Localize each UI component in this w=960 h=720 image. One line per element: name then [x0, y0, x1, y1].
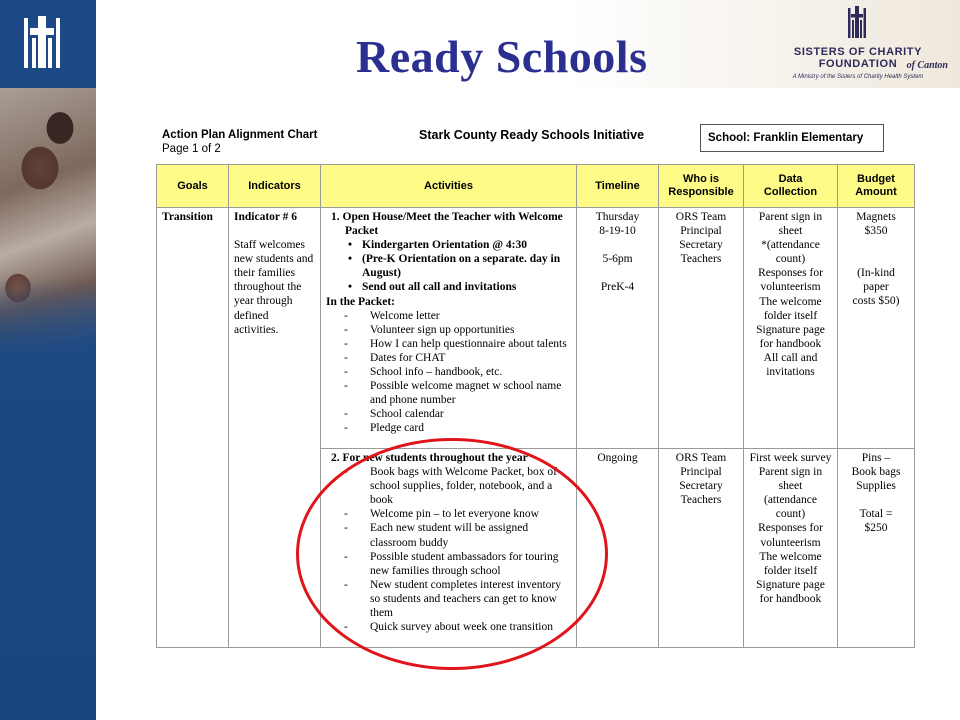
activities-cell	[321, 208, 577, 449]
budget-line: (In-kind	[857, 267, 895, 280]
doc-page-number: Page 1 of 2	[162, 143, 221, 155]
cross-logo-icon	[18, 14, 66, 70]
activity-title: 2. For new students throughout the year	[331, 452, 528, 464]
budget-line: Magnets	[856, 211, 896, 223]
activity-bullets	[326, 238, 571, 294]
budget-line: paper	[863, 281, 889, 294]
goal-cell	[157, 208, 229, 648]
who-line: Teachers	[680, 494, 722, 507]
doc-title: Action Plan Alignment Chart	[162, 129, 318, 141]
school-name-box: School: Franklin Elementary	[700, 124, 884, 152]
col-header: Goals	[157, 165, 229, 208]
data-line: First week survey	[749, 452, 832, 464]
col-header: Activities	[321, 165, 577, 208]
who-cell	[659, 208, 744, 449]
activity-title: 1. Open House/Meet the Teacher with Welcome Packet	[331, 211, 563, 238]
timeline-line: 8-19-10	[599, 225, 636, 238]
foundation-cross-icon	[846, 6, 868, 40]
list-item: - School info – handbook, etc.	[370, 365, 571, 379]
packet-label: In the Packet:	[326, 295, 395, 308]
who-line: ORS Team	[675, 211, 727, 223]
budget-line: costs $50)	[852, 295, 900, 308]
list-item: - Possible student ambassadors for touring new families through school	[370, 550, 571, 578]
list-item: - Possible welcome magnet w school name and phone number	[370, 379, 571, 407]
data-line: Parent sign in sheet	[758, 466, 823, 493]
action-plan-table	[156, 164, 915, 648]
col-header	[744, 165, 838, 208]
budget-line: $250	[864, 522, 888, 535]
list-item: - New student completes interest inventory so students and teachers can get to know them	[370, 578, 571, 620]
doc-heading-left	[162, 128, 317, 156]
who-line: Principal	[680, 466, 722, 479]
timeline-line: Thursday	[595, 211, 640, 223]
data-line: Signature page for handbook	[756, 578, 825, 605]
timeline-cell	[577, 449, 659, 648]
activities-cell	[321, 449, 577, 648]
budget-line: $350	[864, 225, 888, 238]
data-line: The welcome folder itself	[759, 295, 822, 322]
indicator-cell	[229, 208, 321, 648]
list-item: - Dates for CHAT	[370, 351, 571, 365]
list-item: • Send out all call and invitations	[362, 280, 571, 294]
foundation-tagline: A Ministry of the Sisters of Charity Health System	[792, 74, 924, 80]
list-item: - School calendar	[370, 407, 571, 421]
list-item: • (Pre-K Orientation on a separate. day in August)	[362, 252, 571, 280]
col-header: Indicators	[229, 165, 321, 208]
list-item: • Kindergarten Orientation @ 4:30	[362, 238, 571, 252]
list-item: - Quick survey about week one transition	[370, 620, 571, 634]
foundation-logo	[760, 6, 956, 84]
col-header-text: Data Collection	[763, 173, 818, 198]
budget-cell	[838, 208, 915, 449]
foundation-name: SISTERS OF CHARITY FOUNDATION	[793, 46, 923, 70]
data-line: (attendance count)	[764, 494, 817, 521]
goal-text: Transition	[162, 211, 213, 223]
who-line: Teachers	[680, 253, 722, 266]
budget-cell	[838, 449, 915, 648]
foundation-location: of Canton	[906, 60, 948, 71]
col-header-text: Budget Amount	[855, 173, 897, 198]
list-item: - Welcome pin – to let everyone know	[370, 507, 571, 521]
who-cell	[659, 449, 744, 648]
family-photo	[0, 88, 96, 358]
list-item: - Welcome letter	[370, 309, 571, 323]
who-line: ORS Team	[675, 452, 727, 464]
data-line: Signature page for handbook	[756, 323, 825, 350]
data-collection-cell	[744, 449, 838, 648]
budget-line: Book bags	[851, 466, 901, 479]
list-item: - Pledge card	[370, 421, 571, 435]
col-header	[659, 165, 744, 208]
left-sidebar	[0, 0, 96, 720]
list-item: - Each new student will be assigned classroom buddy	[370, 521, 571, 549]
list-item: - How I can help questionnaire about talents	[370, 337, 571, 351]
who-line: Principal	[680, 225, 722, 238]
data-line: The welcome folder itself	[759, 550, 822, 577]
doc-initiative-title: Stark County Ready Schools Initiative	[419, 128, 645, 142]
timeline-line: 5-6pm	[602, 253, 633, 266]
col-header-text: Who is Responsible	[668, 173, 734, 198]
data-line: *(attendance count)	[761, 239, 820, 266]
budget-line: Supplies	[856, 480, 896, 493]
timeline-cell	[577, 208, 659, 449]
data-line: Responses for volunteerism	[758, 267, 823, 294]
budget-line: Pins –	[861, 452, 891, 464]
who-line: Secretary	[679, 480, 723, 493]
data-line: All call and invitations	[763, 351, 818, 379]
list-item: - Volunteer sign up opportunities	[370, 323, 571, 337]
packet-list	[326, 309, 571, 436]
indicator-title: Indicator # 6	[234, 211, 298, 223]
timeline-line: PreK-4	[600, 281, 635, 294]
data-line: Parent sign in sheet	[758, 211, 823, 238]
table-row	[157, 208, 915, 449]
timeline-line: Ongoing	[597, 452, 638, 464]
list-item: - Book bags with Welcome Packet, box of school supplies, folder, notebook, and a book	[370, 465, 571, 507]
activity-list	[326, 465, 571, 634]
data-collection-cell	[744, 208, 838, 449]
table-header-row	[157, 165, 915, 208]
indicator-text: Staff welcomes new students and their families throughout the year through defined activities.	[234, 239, 314, 336]
budget-line: Total =	[859, 508, 893, 521]
data-line: Responses for volunteerism	[758, 522, 823, 549]
who-line: Secretary	[679, 239, 723, 252]
col-header: Timeline	[577, 165, 659, 208]
col-header	[838, 165, 915, 208]
slide-title: Ready Schools	[356, 31, 648, 82]
